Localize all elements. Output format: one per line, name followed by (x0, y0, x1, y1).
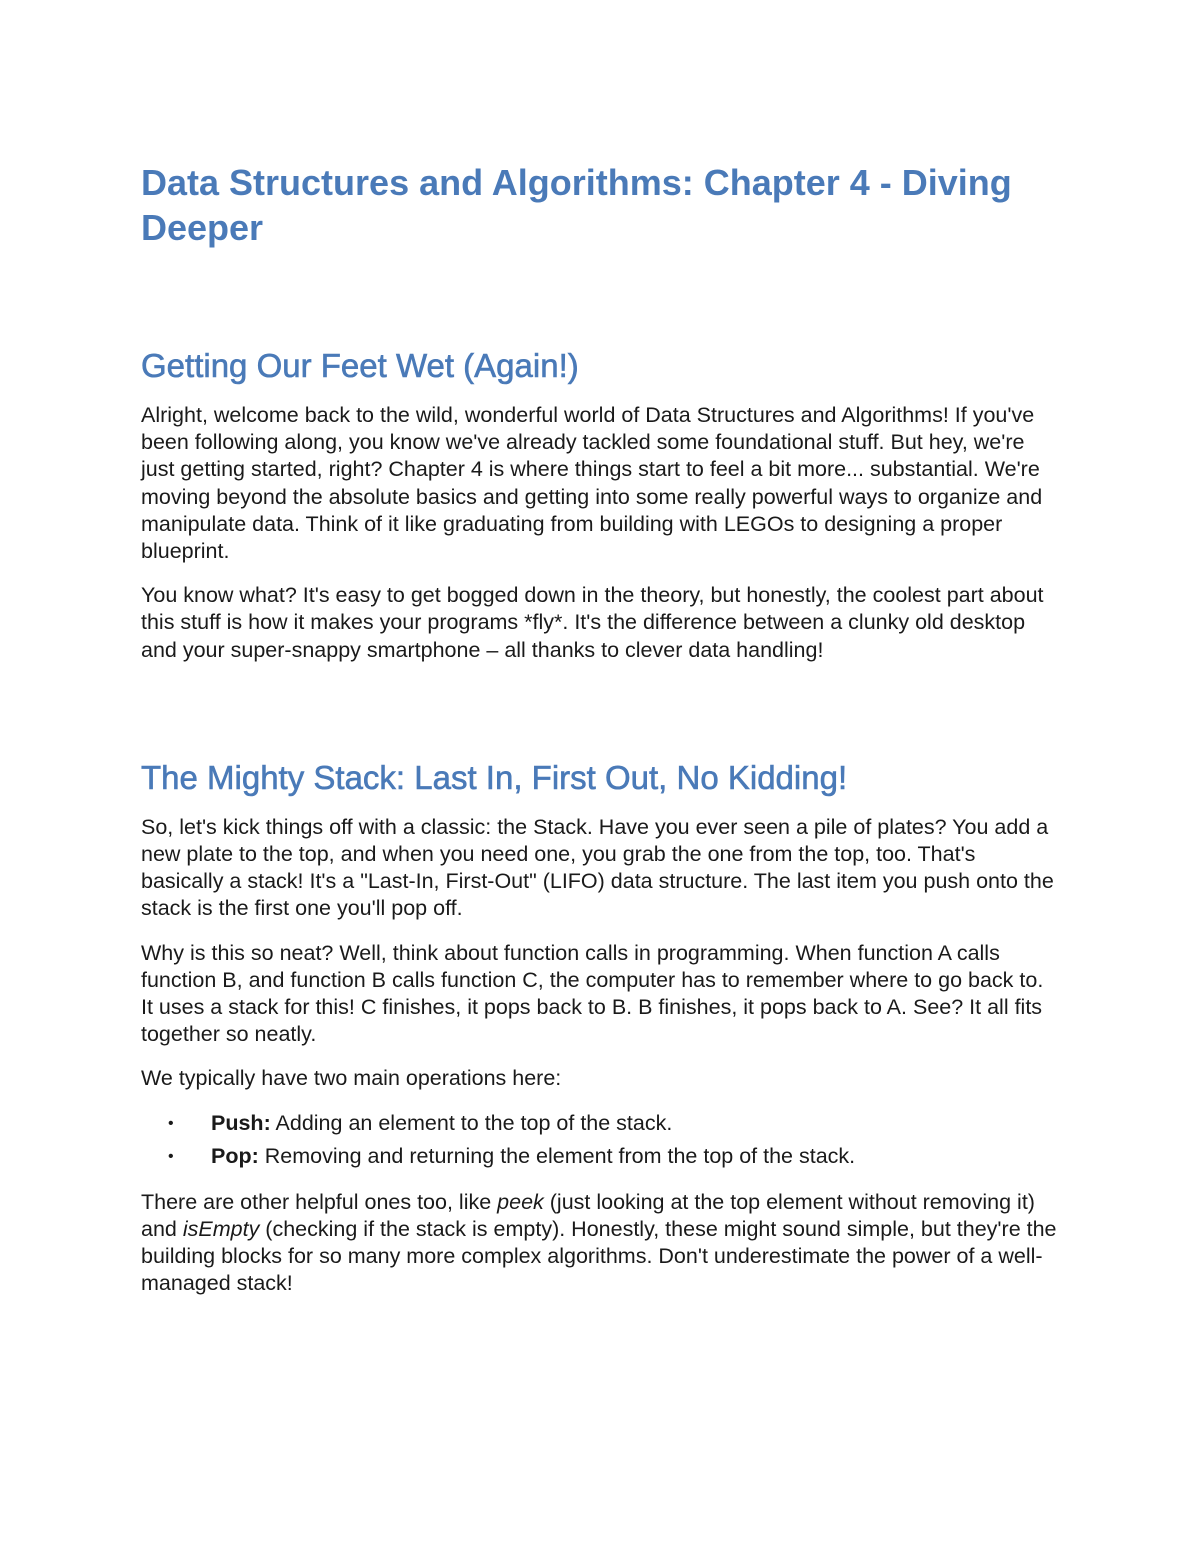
closing-text-part-2: (just looking at the top element without removing it) and (141, 1189, 1035, 1241)
list-item (141, 1140, 1061, 1173)
stack-paragraph-1: So, let's kick things off with a classic: the Stack. Have you ever seen a pile of plates? You add a new plate to the top, and when you need one, you grab the one from the top, too. That's basically a stack! It's a "Last-In, First-Out" (LIFO) data structure. The last item you push onto the stack is the first one you'll pop off. (141, 814, 1054, 921)
document-title: Data Structures and Algorithms: Chapter 4 - Diving Deeper (141, 162, 1012, 248)
stack-paragraph-2: Why is this so neat? Well, think about function calls in programming. When function A calls function B, and function B calls function C, the computer has to remember where to go back to. It uses a stack for this! C finishes, it pops back to B. B finishes, it pops back to A. See? It all fits together so neatly. (141, 940, 1044, 1047)
bullet-icon: • (168, 1114, 174, 1132)
list-item-text: Adding an element to the top of the stack. (270, 1110, 673, 1135)
closing-emphasis-peek: peek (497, 1189, 544, 1214)
list-item-term: Push: (211, 1110, 271, 1135)
section-heading-mighty-stack: The Mighty Stack: Last In, First Out, No Kidding! (141, 758, 848, 796)
list-item-text: Removing and returning the element from the top of the stack. (258, 1143, 856, 1168)
stack-operations-list (141, 1107, 1061, 1173)
closing-emphasis-isempty: isEmpty (182, 1216, 260, 1241)
closing-text-part-3: (checking if the stack is empty). Honestly, these might sound simple, but they're the building blocks for so many more complex algorithms. Don't underestimate the power of a well-managed stack! (141, 1216, 1057, 1296)
intro-paragraph-2: You know what? It's easy to get bogged down in the theory, but honestly, the coolest part about this stuff is how it makes your programs *fly*. It's the difference between a clunky old desktop and your super-snappy smartphone – all thanks to clever data handling! (141, 583, 1044, 662)
closing-text-part-1: There are other helpful ones too, like (141, 1189, 498, 1214)
list-item-term: Pop: (211, 1143, 259, 1168)
list-item (141, 1107, 1061, 1140)
stack-paragraph-3: We typically have two main operations here: (141, 1066, 562, 1091)
document-page (141, 160, 1061, 1297)
section-heading-getting-our-feet-wet: Getting Our Feet Wet (Again!) (141, 347, 579, 384)
bullet-icon: • (168, 1147, 174, 1165)
stack-closing-paragraph (141, 1189, 1061, 1298)
intro-paragraph-1: Alright, welcome back to the wild, wonderful world of Data Structures and Algorithms! If you've been following along, you know we've already tackled some foundational stuff. But hey, we're just getting started, right? Chapter 4 is where things start to feel a bit more... substantial. We're moving beyond the absolute basics and getting into some really powerful ways to organize and manipulate data. Think of it like graduating from building with LEGOs to designing a proper blueprint. (141, 403, 1043, 564)
